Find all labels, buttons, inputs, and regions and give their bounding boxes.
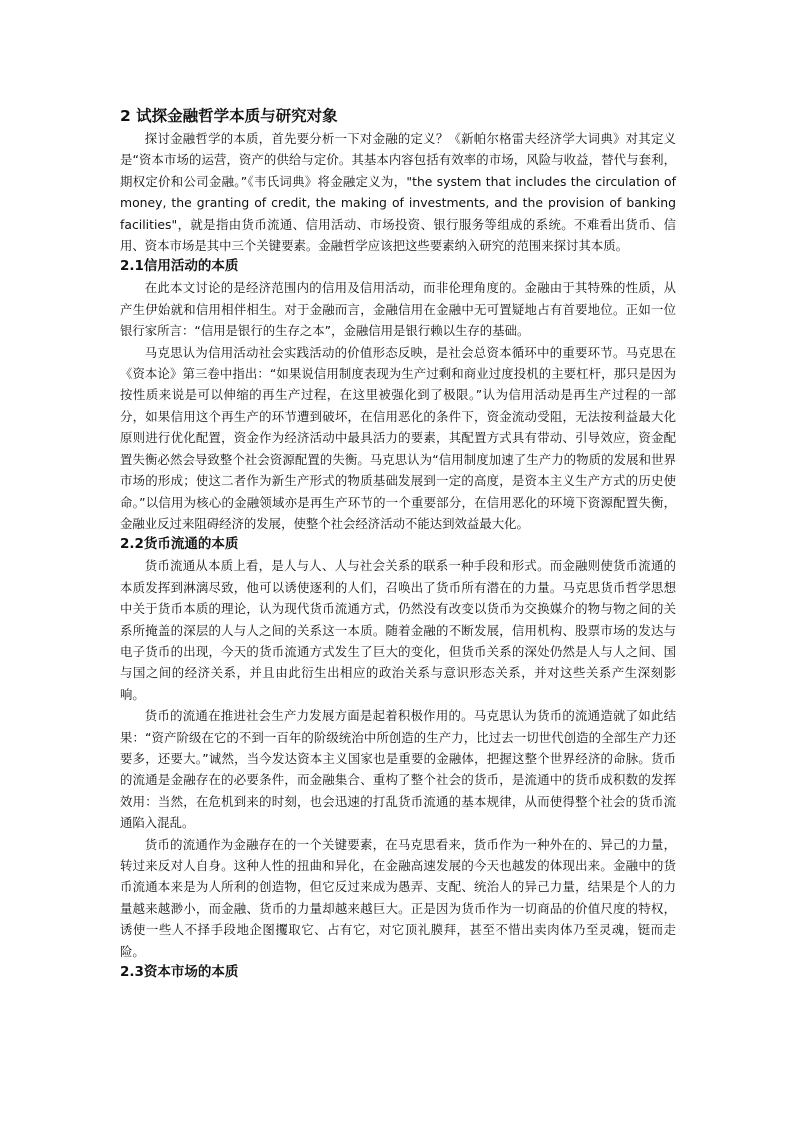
credit-paragraph-2: 马克思认为信用活动社会实践活动的价值形态反映，是社会总资本循环中的重要环节。马克思在《资本论》第三卷中指出：“如果说信用制度表现为生产过剩和商业过度投机的主要杠杆，那只是因为按性质来说是可以伸缩的再生产过程，在这里被强化到了极限。”认为信用活动是再生产过程的一部分，如果信用这个再生产的环节遭到破坏，在信用恶化的条件下，资金流动受阻，无法按利益最大化原则进行优化配置，资金作为经济活动中最具活力的要素，其配置方式具有带动、引导效应，资金配置失衡必然会导致整个社会资源配置的失衡。马克思认为“信用制度加速了生产力的物质的发展和世界市场的形成；使这二者作为新生产形式的物质基础发展到一定的高度，是资本主义生产方式的历史使命。”以信用为核心的金融领域亦是再生产环节的一个重要部分，在信用恶化的环境下资源配置失衡，金融业反过来阻碍经济的发展，使整个社会经济活动不能达到效益最大化。 (120, 344, 676, 531)
currency-paragraph-1: 货币流通从本质上看，是人与人、人与社会关系的联系一种手段和形式。而金融则使货币流通的本质发挥到淋漓尽致，他可以诱使逐利的人们，召唤出了货币所有潜在的力量。马克思货币哲学思想中关于货币本质的理论，认为现代货币流通方式，仍然没有改变以货币为交换媒介的物与物之间的关系所掩盖的深层的人与人之间的关系这一本质。随着金融的不断发展，信用机构、股票市场的发达与电子货币的出现，今天的货币流通方式发生了巨大的变化，但货币关系的深处仍然是人与人之间、国与国之间的经济关系，并且由此衍生出相应的政治关系与意识形态关系，并对这些关系产生深刻影响。 (120, 558, 676, 702)
intro-paragraph: 探讨金融哲学的本质，首先要分析一下对金融的定义？《新帕尔格雷夫经济学大词典》对其定义是“资本市场的运营，资产的供给与定价。其基本内容包括有效率的市场，风险与收益，替代与套利，期权定价和公司金融。”《韦氏词典》将金融定义为，"the system that includes the circulation of money, the granting of credit, the making of investments, and the provision of banking facilities"，就是指由货币流通、信用活动、市场投资、银行服务等组成的系统。不难看出货币、信用、资本市场是其中三个关键要素。金融哲学应该把这些要素纳入研究的范围来探讨其本质。 (120, 131, 676, 254)
currency-paragraph-3: 货币的流通作为金融存在的一个关键要素，在马克思看来，货币作为一种外在的、异己的力量，转过来反对人自身。这种人性的扭曲和异化，在金融高速发展的今天也越发的体现出来。金融中的货币流通本来是为人所利的创造物，但它反过来成为愚弄、支配、统治人的异己力量，结果是个人的力量越来越渺小，而金融、货币的力量却越来越巨大。正是因为货币作为一切商品的价值尺度的特权，诱使一些人不择手段地企图攫取它、占有它，对它顶礼膜拜，甚至不惜出卖肉体乃至灵魂，铤而走险。 (120, 836, 676, 959)
credit-paragraph-1: 在此本文讨论的是经济范围内的信用及信用活动，而非伦理角度的。金融由于其特殊的性质，从产生伊始就和信用相伴相生。对于金融而言，金融信用在金融中无可置疑地占有首要地位。正如一位银行家所言：“信用是银行的生存之本”，金融信用是银行赖以生存的基础。 (120, 280, 676, 339)
subsection-title-currency: 2.2货币流通的本质 (120, 536, 239, 553)
currency-paragraph-2: 货币的流通在推进社会生产力发展方面是起着积极作用的。马克思认为货币的流通造就了如此结果：“资产阶级在它的不到一百年的阶级统治中所创造的生产力，比过去一切世代创造的全部生产力还要多，还要大。”诚然，当今发达资本主义国家也是重要的金融体，把握这整个世界经济的命脉。货币的流通是金融存在的必要条件，而金融集合、重构了整个社会的货币，是流通中的货币成积数的发挥效用：当然，在危机到来的时刻，也会迅速的打乱货币流通的基本规律，从而使得整个社会的货币流通陷入混乱。 (120, 708, 676, 831)
subsection-title-capital-market: 2.3资本市场的本质 (120, 964, 239, 981)
document-page (120, 104, 676, 983)
subsection-title-credit: 2.1信用活动的本质 (120, 258, 239, 275)
section-title: 2 试探金融哲学本质与研究对象 (120, 107, 338, 125)
